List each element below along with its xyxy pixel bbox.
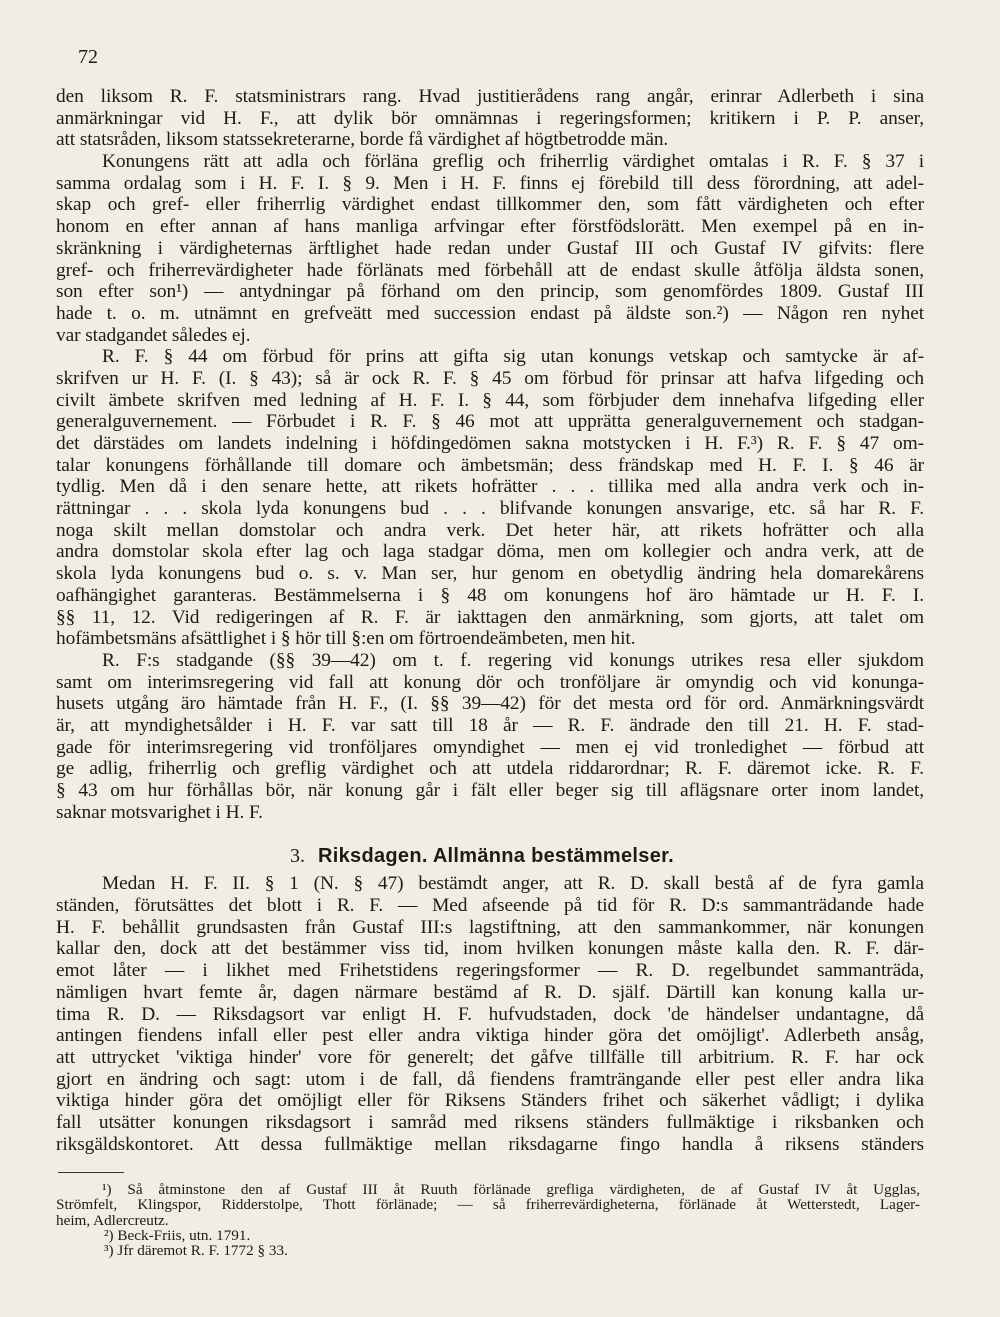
body-line: H. F. behållit grundsasten från Gustaf III:s lagstiftning, att den sammankommer, när konungen	[56, 916, 924, 938]
body-line: saknar motsvarighet i H. F.	[56, 801, 263, 823]
body-line: att uttrycket 'viktiga hinder' vore för generelt; det gåfve tillfälle till arbitrium. R. F. har ock	[56, 1046, 924, 1068]
body-line: oafhängighet garanteras. Bestämmelserna i § 48 om konungens hof äro hämtade ur H. F. I.	[56, 584, 924, 606]
section-title: Riksdagen. Allmänna bestämmelser.	[318, 845, 674, 868]
footnote-line: Strömfelt, Klingspor, Ridderstolpe, Thott förlänade; — så friherrevärdigheterna, förlänade åt Wetterstedt, Lager-	[56, 1196, 920, 1214]
body-line: samma ordalag som i H. F. I. § 9. Men i H. F. finns ej förebild till dess förordning, att adel-	[56, 172, 924, 194]
body-line: kallar den, dock att det bestämmer viss tid, inom hvilken konungen måste kalla den. R. F. där-	[56, 938, 924, 960]
body-line: § 43 om hur förhållas bör, när konung går i fält eller beger sig till aflägsnare orter inom landet,	[56, 780, 924, 801]
body-line: noga skilt mellan domstolar och andra verk. Det heter här, att rikets hofrätter och alla	[56, 519, 924, 541]
section-heading	[56, 845, 924, 867]
body-line: Konungens rätt att adla och förläna greflig och friherrlig värdighet omtalas i R. F. § 37 i	[102, 151, 924, 173]
footnote-line: ¹) Så åtminstone den af Gustaf III åt Ruuth förlänade grefliga värdigheten, de af Gustaf IV åt Ugglas,	[102, 1181, 920, 1198]
body-line: anmärkningar vid H. F., att dylik bör omnämnas i regeringsformen; kritikern i P. P. anser,	[56, 107, 924, 129]
body-line: gjort en ändring och sagt: utom i de fall, då fiendens framträngande eller pest eller andra lika	[56, 1068, 924, 1090]
body-line: var stadgandet således ej.	[56, 324, 251, 346]
body-line: §§ 11, 12. Vid redigeringen af R. F. är iakttagen den anmärkning, som gjorts, att talet om	[56, 606, 924, 628]
body-line: ständen, förutsättes det blott i R. F. — Med afseende på tid för R. D:s sammanträdande hade	[56, 895, 924, 917]
page-number: 72	[78, 46, 98, 68]
body-line: nämligen hvart femte år, dagen närmare bestämd af R. D. själf. Därtill kan konung kalla ur-	[56, 981, 924, 1003]
body-line: gref- och friherrevärdigheter hade förlänats med förbehåll att de endast skulle åtfölja äldsta sonen,	[56, 259, 924, 281]
body-line: tima R. D. — Riksdagsort var enligt H. F. hufvudstaden, dock 'de händelser undantagne, då	[56, 1003, 924, 1025]
body-line: att statsråden, liksom statssekreterarne, borde få värdighet af högtbetrodde män.	[56, 129, 669, 151]
body-line: generalguvernement. — Förbudet i R. F. § 46 mot att upprätta generalguvernement och stadgan-	[56, 411, 924, 433]
footnote-divider	[58, 1172, 124, 1173]
body-line: tydlig. Men då i den senare hette, att rikets hofrätter . . . tillika med alla andra verk och in-	[56, 476, 924, 498]
body-line: samt om interimsregering vid fall att konung dör och tronföljare är omyndig och vid konunga-	[56, 671, 924, 693]
body-line: Medan H. F. II. § 1 (N. § 47) bestämdt anger, att R. D. skall bestå af de fyra gamla	[102, 873, 924, 895]
body-line: skrifven ur H. F. (I. § 43); så är ock R. F. § 45 om förbud för prinsar att hafva lifgeding och	[56, 367, 924, 389]
footnote-line: heim, Adlercreutz.	[56, 1211, 169, 1229]
body-line: son efter son¹) — antydningar på förhand om den princip, som genomfördes 1809. Gustaf III	[56, 281, 924, 303]
body-line: R. F:s stadgande (§§ 39—42) om t. f. regering vid konungs utrikes resa eller sjukdom	[102, 649, 924, 671]
footnotes	[56, 1182, 920, 1258]
body-line: skap och gref- eller friherrlig värdighet endast tillkommer den, som fått värdigheten och efter	[56, 194, 924, 216]
footnote-line: ²) Beck-Friis, utn. 1791.	[104, 1226, 251, 1244]
body-text	[56, 86, 924, 1155]
body-line: antingen fiendens infall eller pest eller andra viktiga hinder göra det omöjligt'. Adlerbeth ansåg,	[56, 1025, 924, 1047]
body-line: hofämbetsmäns afsättlighet i § hör till §:en om förtroendeämbeten, men hit.	[56, 628, 636, 650]
section-number: 3.	[290, 845, 305, 868]
body-line: honom en efter annan af hans manliga arfvingar efter förstfödslorätt. Men exempel på en in-	[56, 216, 924, 238]
body-line: skränkning i värdigheternas ärftlighet hade redan under Gustaf III och Gustaf IV gifvits: flere	[56, 237, 924, 259]
body-line: fall utsätter konungen riksdagsort i samråd med riksens ständers fullmäktige i riksbanken och	[56, 1111, 924, 1133]
body-line: hade t. o. m. utnämnt en grefveätt med succession endast på äldste son.²) — Någon ren nyhet	[56, 302, 924, 324]
body-line: är, att myndighetsålder i H. F. var satt till 18 år — R. F. ändrade den till 21. H. F. stad-	[56, 714, 924, 736]
body-line: skola lyda konungens bud o. s. v. Man ser, hur genom en obetydlig ändring hela domarekårens	[56, 563, 924, 585]
body-line: R. F. § 44 om förbud för prins att gifta sig utan konungs vetskap och samtycke är af-	[102, 346, 924, 368]
body-line: riksgäldskontoret. Att dessa fullmäktige mellan riksdagarne fingo handla å riksens ständers	[56, 1133, 924, 1155]
body-line: husets utgång äro hämtade från H. F., (I. §§ 39—42) för det mesta ord för ord. Anmärkningsvärdt	[56, 693, 924, 715]
body-line: talar konungens förhållande till domare och ämbetsmän; dess frändskap med H. F. I. § 46 är	[56, 454, 924, 476]
body-line: den liksom R. F. statsministrars rang. Hvad justitierådens rang angår, erinrar Adlerbeth i sina	[56, 86, 924, 107]
body-line: ge adlig, friherrlig och greflig värdighet och att utdela riddarordnar; R. F. däremot icke. R. F.	[56, 758, 924, 780]
body-line: gade för interimsregering vid tronföljares omyndighet — men ej vid tronledighet — förbud att	[56, 736, 924, 758]
body-line: civilt ämbete skrifven med ledning af H. F. I. § 44, som förbjuder dem innehafva lifgeding eller	[56, 389, 924, 411]
body-line: rättningar . . . skola lyda konungens bud . . . blifvande konungen ansvarige, etc. så har R. F.	[56, 498, 924, 520]
footnote-line: ³) Jfr däremot R. F. 1772 § 33.	[104, 1242, 288, 1260]
body-line: viktiga hinder göra det omöjligt eller för Riksens Ständers frihet och säkerhet vådligt; i dylika	[56, 1090, 924, 1112]
body-line: emot låter — i likhet med Frihetstidens regeringsformer — R. D. regelbundet sammanträda,	[56, 960, 924, 982]
body-line: det därstädes om landets indelning i höfdingedömen sakna motstycken i H. F.³) R. F. § 47 om-	[56, 433, 924, 454]
body-line: andra domstolar skola efter lag och laga stadgar döma, men om kollegier och andra verk, att de	[56, 541, 924, 563]
